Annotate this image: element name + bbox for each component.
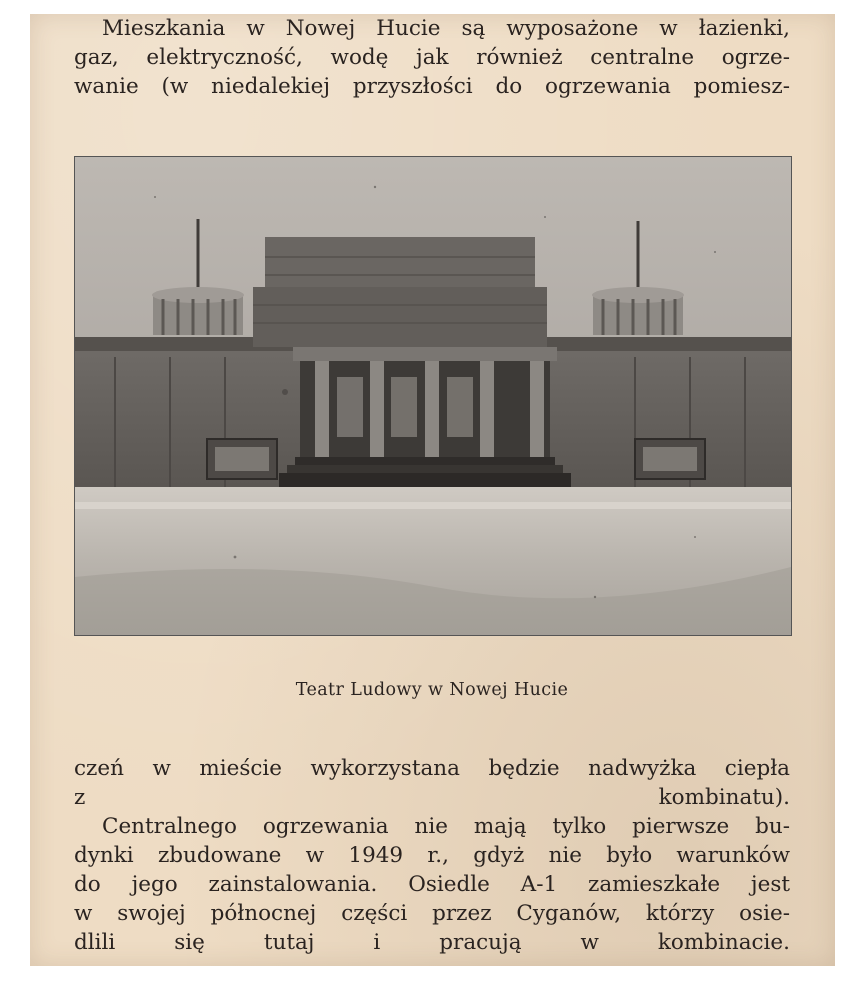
text-line: czeń w mieście wykorzystana będzie nadwyżka ciepła <box>74 756 790 781</box>
text-line: gaz, elektryczność, wodę jak również centralne ogrze- <box>74 45 790 70</box>
text-line: z kombinatu). <box>74 785 790 810</box>
photo-caption: Teatr Ludowy w Nowej Hucie <box>295 680 569 700</box>
text-line: w swojej północnej części przez Cyganów, którzy osie- <box>74 901 790 926</box>
top-text-block <box>74 14 790 101</box>
scanned-page <box>30 14 835 966</box>
bottom-paragraph-2 <box>74 812 790 957</box>
bottom-paragraph-1 <box>74 754 790 812</box>
text-line: Centralnego ogrzewania nie mają tylko pierwsze bu- <box>102 814 790 839</box>
text-line: do jego zainstalowania. Osiedle A-1 zamieszkałe jest <box>74 872 790 897</box>
text-line: dlili się tutaj i pracują w kombinacie. <box>74 930 790 955</box>
text-line: wanie (w niedalekiej przyszłości do ogrzewania pomiesz- <box>74 74 790 99</box>
theatre-building-image <box>75 157 791 635</box>
text-line: Mieszkania w Nowej Hucie są wyposażone w łazienki, <box>102 16 790 41</box>
text-line: dynki zbudowane w 1949 r., gdyż nie było warunków <box>74 843 790 868</box>
theatre-photograph <box>74 156 792 636</box>
